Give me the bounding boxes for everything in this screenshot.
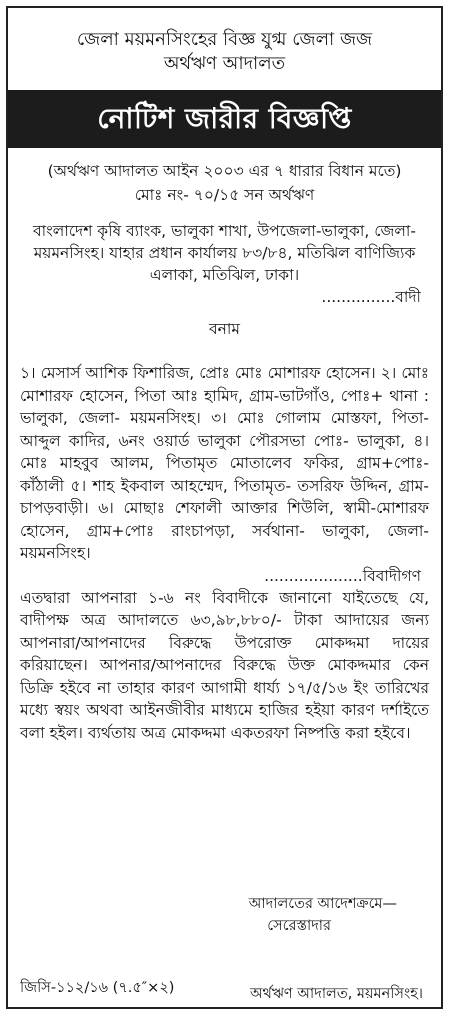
court-order-line: আদালতের আদেশক্রমে—: [248, 896, 397, 912]
legal-notice: [6, 6, 443, 1009]
case-number: মোঃ নং- ৭০/১৫ সন অর্থঋণ: [134, 186, 315, 204]
clerk-title: সেরেস্তাদার: [267, 918, 331, 934]
plaintiff-section: [8, 206, 441, 286]
notice-body: এতদ্বারা আপনারা ১-৬ নং বিবাদীকে জানানো যাইতেছে যে, বাদীপক্ষ অত্র আদালতে ৬৩,৯৮,৮৮০/- টাকা আদায়ের জন্য আপনারা/আপনাদের বিরুদ্ধে উপরোক্ত মোকদ্দমা দায়ের করিয়াছেন। আপনার/আপনাদের বিরুদ্ধে উক্ত মোকদ্দমার কেন ডিক্রি হইবে না তাহার কারণ আগামী ধার্য্য ১৭/৫/১৬ ইং তারিখের মধ্যে স্বয়ং অথবা আইনজীবীর মাধ্যমে হাজির হইয়া কারণ দর্শাইতে বলা হইল। ব্যর্থতায় অত্র মোকদ্দমা একতরফা নিষ্পত্তি করা হইবে।: [20, 588, 429, 742]
law-clause: (অর্থঋণ আদালত আইন ২০০৩ এর ৭ ধারার বিধান মতে): [47, 162, 402, 180]
court-heading: [8, 8, 441, 90]
gc-reference: জিসি-১১২/১৬ (৭.৫″×২): [20, 980, 175, 996]
defendants-role: ....................বিবাদীগণ: [264, 566, 421, 585]
defendants-list: ১। মেসার্স আশিক ফিশারিজ, প্রোঃ মোঃ মোশারফ হোসেন। ২। মোঃ মোশারফ হোসেন, পিতা আঃ হামিদ, গ্রাম-ভাটগাঁও, পোঃ+ থানা : ভালুকা, জেলা- ময়মনসিংহ। ৩। মোঃ গোলাম মোস্তফা, পিতা- আব্দুল কাদির, ৬নং ওয়ার্ড ভালুকা পৌরসভা পোঃ- ভালুকা, ৪। মোঃ মাহবুব আলম, পিতামৃত মোতালেব ফকির, গ্রাম+পোঃ-কাঁঠালী ৫। শাহ ইকবাল আহম্মেদ, পিতামৃত- তসরিফ উদ্দিন, গ্রাম-চাপড়বাড়ী। ৬। মোছাঃ শেফালী আক্তার শিউলি, স্বামী-মোশারফ হোসেন, গ্রাম+পোঃ রাংচাপড়া, সর্বথানা- ভালুকা, জেলা-ময়মনসিংহ।: [20, 364, 429, 562]
notice-footer: [8, 887, 441, 1007]
law-reference: [8, 148, 441, 206]
plaintiff-details: বাংলাদেশ কৃষি ব্যাংক, ভালুকা শাখা, উপজেলা-ভালুকা, জেলা-ময়মনসিংহ। যাহার প্রধান কার্যালয় ৮৩/৮৪, মতিঝিল বাণিজ্যিক এলাকা, মতিঝিল, ঢাকা।: [32, 222, 416, 284]
court-name: জেলা ময়মনসিংহের বিজ্ঞ যুগ্ম জেলা জজ: [76, 29, 373, 50]
plaintiff-role: ...............বাদী: [321, 288, 421, 306]
issuing-court: অর্থঋণ আদালত, ময়মনসিংহ।: [249, 986, 423, 1002]
versus-label: বনাম: [209, 320, 240, 338]
court-type: অর্থঋণ আদালত: [163, 53, 286, 74]
notice-title-banner: নোটিশ জারীর বিজ্ঞপ্তি: [8, 90, 441, 148]
